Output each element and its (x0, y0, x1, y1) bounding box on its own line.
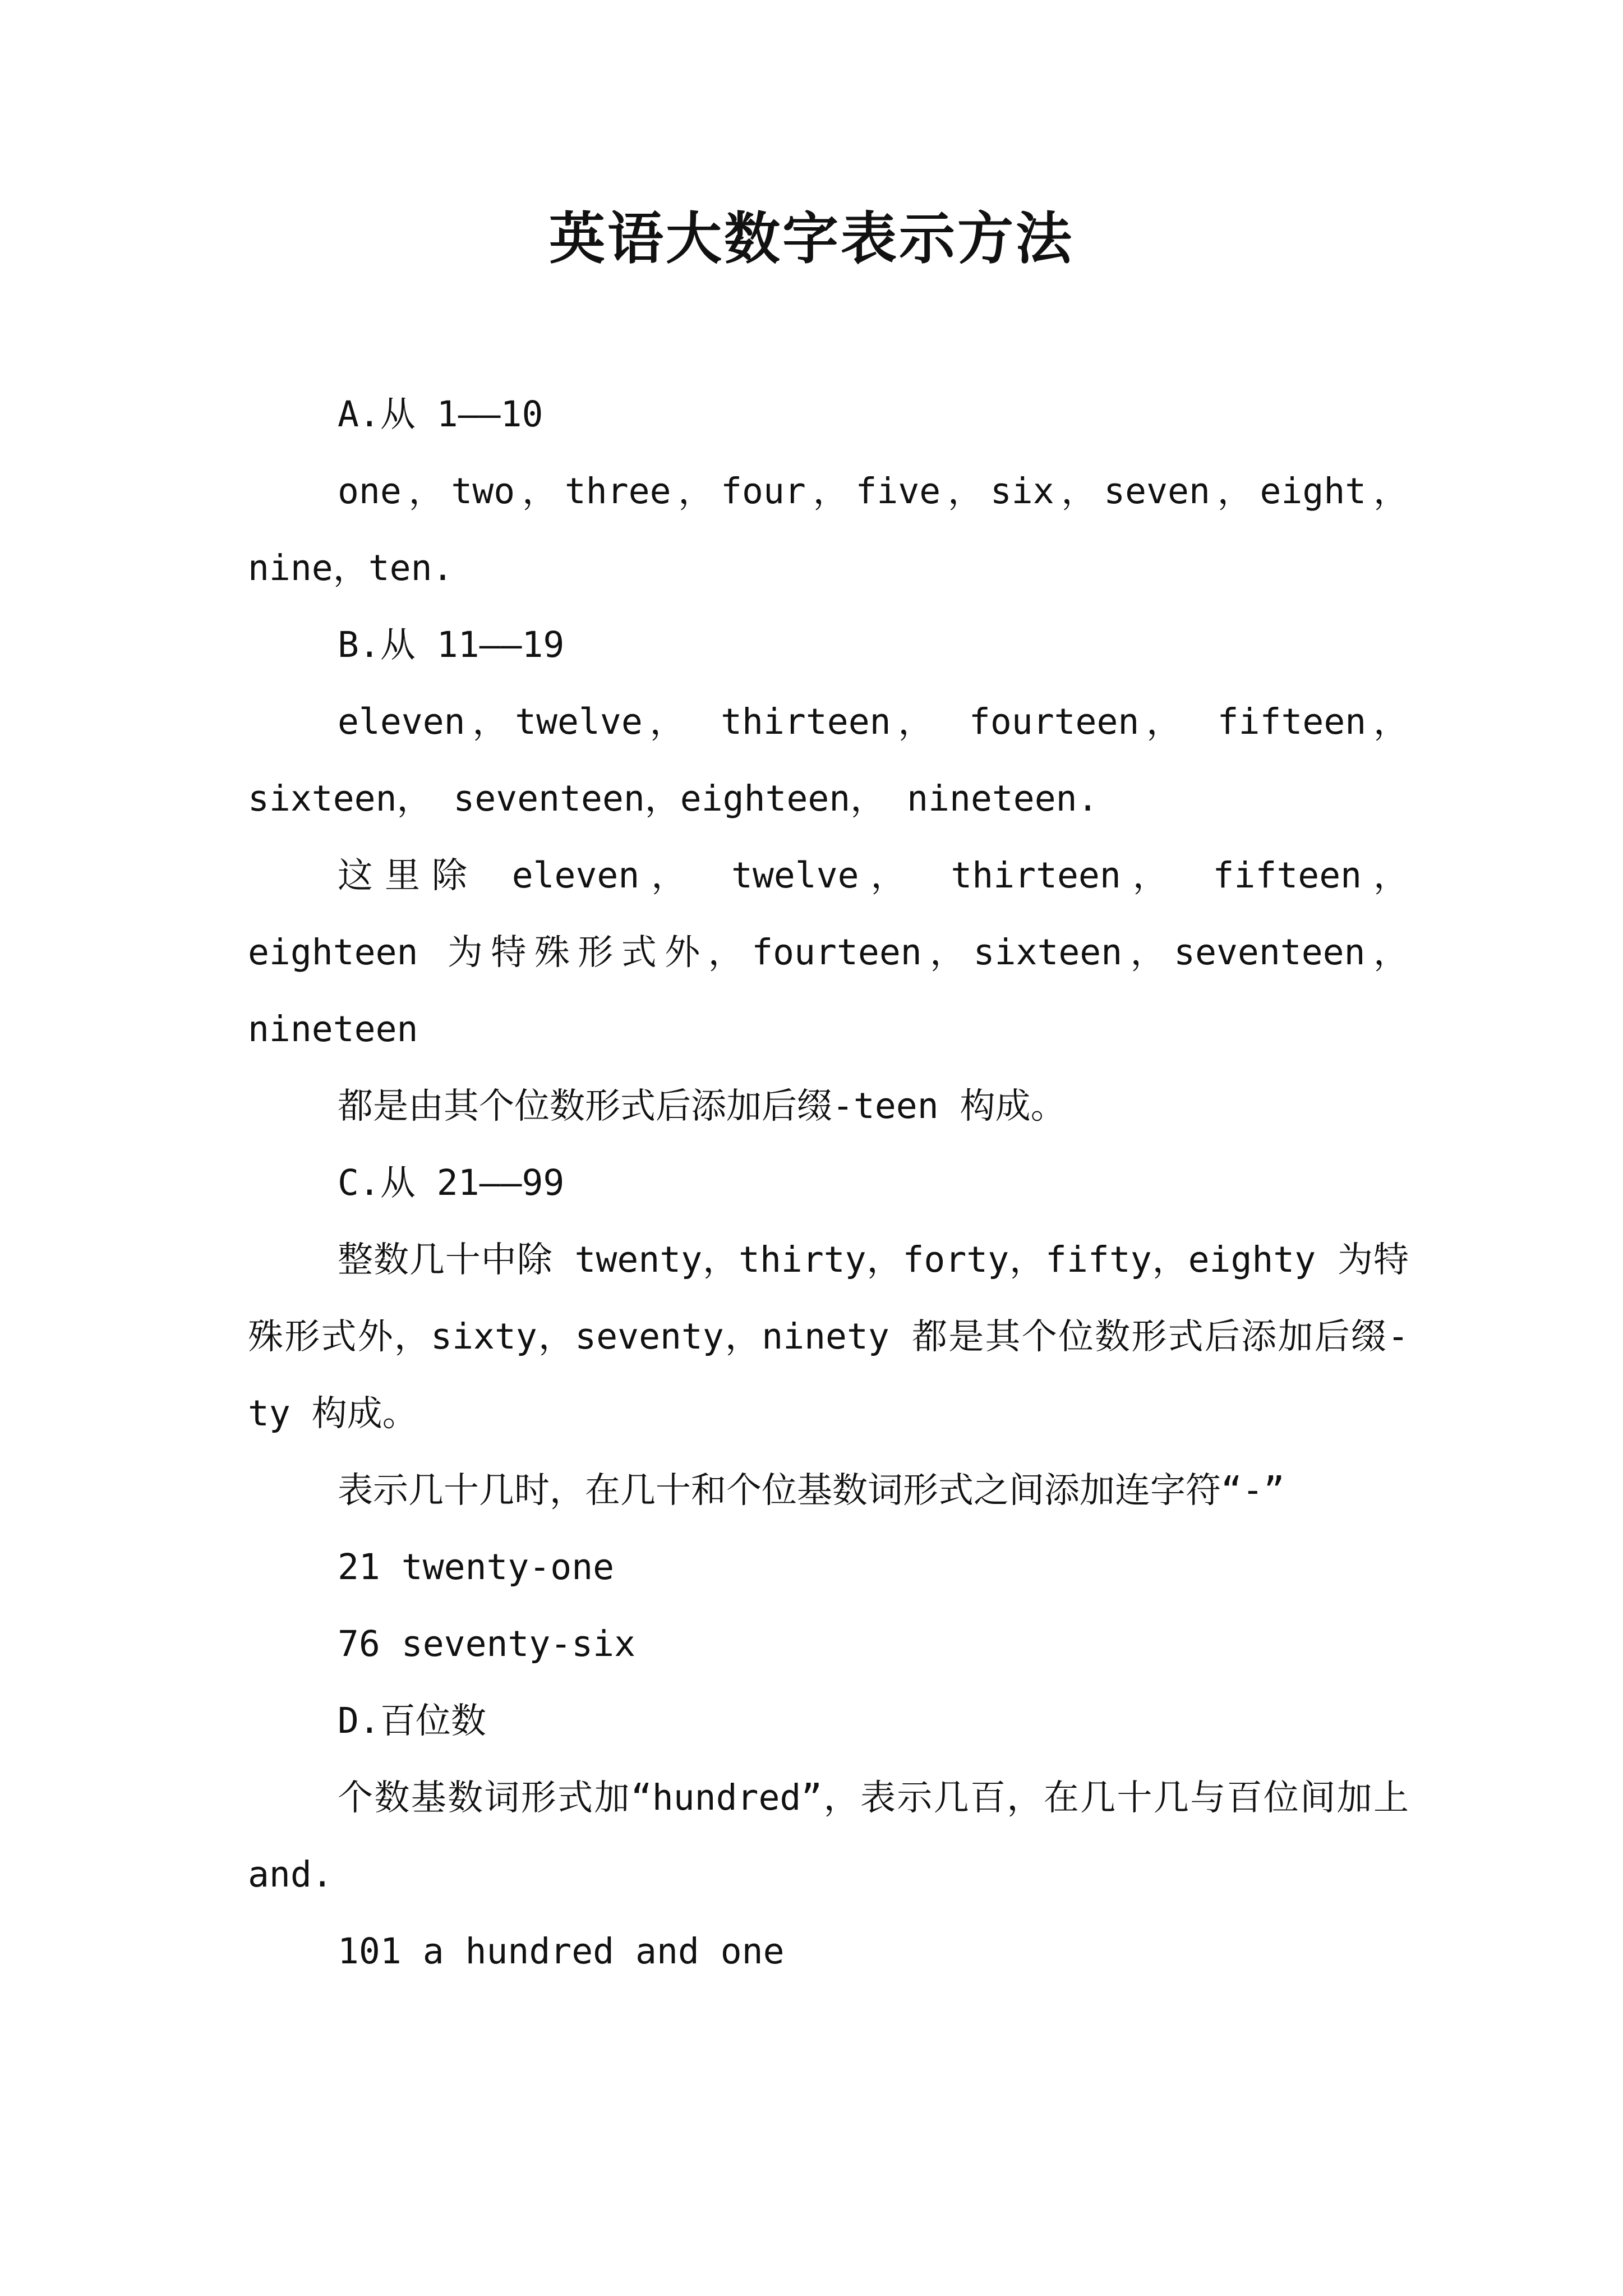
example-one-hundred-one: 101 a hundred and one (338, 1931, 785, 1972)
paragraph-hyphen-rule: 表示几十几时，在几十和个位基数词形式之间添加连字符“-” (338, 1470, 1285, 1511)
paragraph-teen-exceptions: 这里除 eleven， twelve， thirteen， fifteen，eighteen 为特殊形式外，fourteen，sixteen，seventeen，nineteen (248, 855, 1409, 1050)
paragraph-tens: 整数几十中除 twenty，thirty，forty，fifty，eighty 为特殊形式外，sixty，seventy，ninety 都是其个位数形式后添加后缀-ty 构成。 (248, 1239, 1409, 1434)
document-body (248, 376, 1409, 1990)
section-heading-b: B.从 11——19 (338, 624, 565, 665)
example-twenty-one: 21 twenty-one (338, 1547, 615, 1588)
paragraph-teen-suffix: 都是由其个位数形式后添加后缀-teen 构成。 (338, 1085, 1066, 1126)
section-heading-c: C.从 21——99 (338, 1162, 565, 1203)
section-heading-d: D.百位数 (338, 1700, 486, 1741)
paragraph-one-to-ten: one，two，three，four，five，six，seven，eight，nine，ten. (248, 471, 1409, 588)
example-seventy-six: 76 seventy-six (338, 1623, 636, 1664)
paragraph-hundreds: 个数基数词形式加“hundred”，表示几百，在几十几与百位间加上 and. (248, 1777, 1409, 1895)
paragraph-eleven-to-nineteen: eleven，twelve， thirteen， fourteen， fifteen，sixteen， seventeen，eighteen， nineteen. (248, 701, 1409, 819)
document-title: 英语大数字表示方法 (549, 205, 1074, 272)
section-heading-a: A.从 1——10 (338, 394, 543, 435)
